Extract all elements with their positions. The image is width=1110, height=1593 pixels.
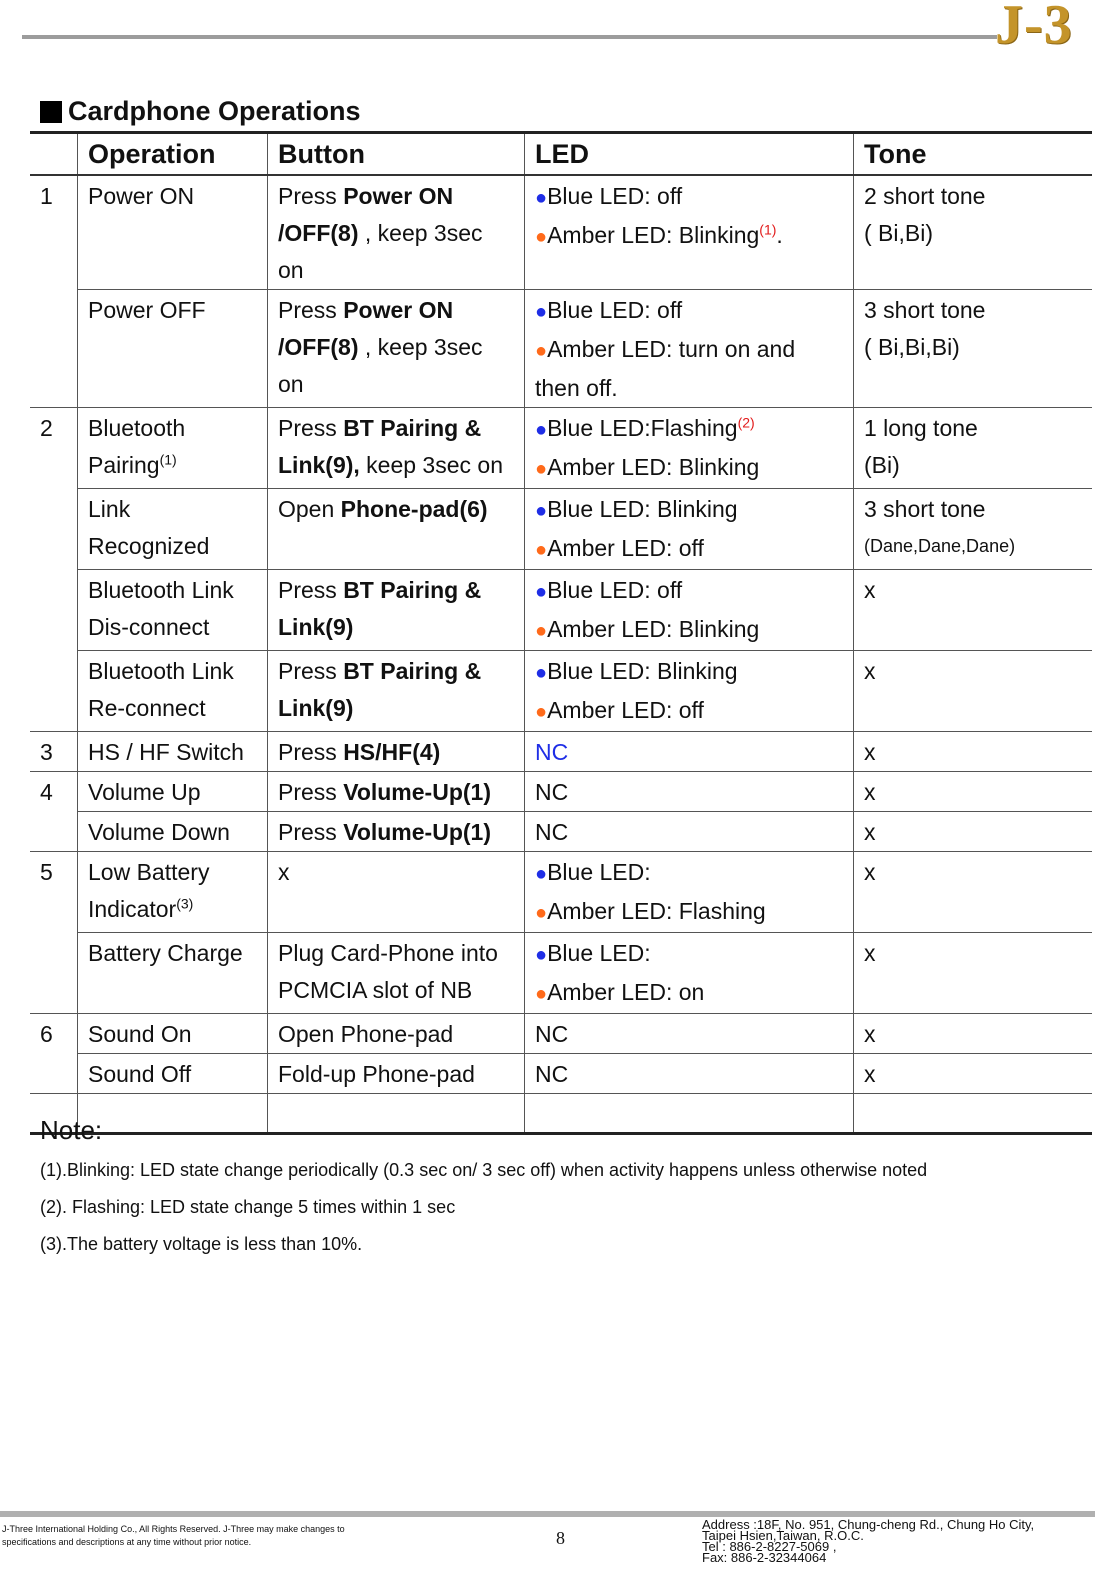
row-number: 1 [30,175,78,408]
led-cell: NC [525,1014,854,1054]
led-cell: ●Blue LED: off ●Amber LED: turn on and then off. [525,290,854,408]
tone-cell: x [854,732,1093,772]
tone-cell: x [854,772,1093,812]
header-num [30,133,78,176]
led-cell: ●Blue LED: ●Amber LED: Flashing [525,852,854,933]
amber-dot-icon: ● [535,226,548,248]
row-number: 4 [30,772,78,852]
button-cell: Fold-up Phone-pad [268,1054,525,1094]
button-cell: Press Volume-Up(1) [268,812,525,852]
operation-cell: Bluetooth Pairing$^{(1)}$ [78,408,268,489]
operation-cell: Sound Off [78,1054,268,1094]
table-row [30,175,1092,290]
row-number: 6 [30,1014,78,1094]
table-row [30,772,1092,812]
table-row [30,852,1092,933]
tone-cell: x [854,1014,1093,1054]
operation-cell: Low Battery Indicator$^{(3)}$ [78,852,268,933]
header-led: LED [525,133,854,176]
amber-dot-icon: ● [535,458,548,480]
led-cell: ●Blue LED: ●Amber LED: on [525,933,854,1014]
tone-cell: x [854,852,1093,933]
tone-cell: x [854,570,1093,651]
button-cell: Press Power ON /OFF(8) , keep 3sec on [268,175,525,290]
operation-cell: HS / HF Switch [78,732,268,772]
blue-dot-icon: ● [535,500,548,522]
operation-cell: Battery Charge [78,933,268,1014]
note-3: (3).The battery voltage is less than 10%. [40,1234,363,1254]
button-cell: Plug Card-Phone into PCMCIA slot of NB [268,933,525,1014]
row-number: 3 [30,732,78,772]
operation-cell: Bluetooth Link Re-connect [78,651,268,732]
led-cell: NC [525,812,854,852]
table-row [30,489,1092,570]
operation-cell: Bluetooth Link Dis-connect [78,570,268,651]
led-cell: ●Blue LED: off ●Amber LED: Blinking$^{(1)}$. [525,175,854,290]
table-row [30,408,1092,489]
operation-cell: Power OFF [78,290,268,408]
square-bullet-icon [40,101,62,123]
led-cell: ●Blue LED: off ●Amber LED: Blinking [525,570,854,651]
button-cell: Open Phone-pad [268,1014,525,1054]
table-row [30,570,1092,651]
table-row [30,812,1092,852]
button-cell: Open Phone-pad(6) [268,489,525,570]
section-title-text: Cardphone Operations [68,96,361,126]
tone-cell: 3 short tone (Dane,Dane,Dane) [854,489,1093,570]
operation-cell: Power ON [78,175,268,290]
section-title [40,96,361,127]
tone-cell: x [854,1054,1093,1094]
row-number: 2 [30,408,78,732]
table-row [30,1054,1092,1094]
led-cell: ●Blue LED: Blinking ●Amber LED: off [525,651,854,732]
tone-cell: 3 short tone ( Bi,Bi,Bi) [854,290,1093,408]
header-rule [22,35,997,39]
blue-dot-icon: ● [535,187,548,209]
button-cell: Press BT Pairing & Link(9) [268,651,525,732]
amber-dot-icon: ● [535,620,548,642]
button-cell: Press HS/HF(4) [268,732,525,772]
footnote-ref: (1) [759,221,777,238]
blue-dot-icon: ● [535,301,548,323]
operation-cell: Link Recognized [78,489,268,570]
operations-table [30,131,1092,1135]
blue-dot-icon: ● [535,944,548,966]
amber-dot-icon: ● [535,340,548,362]
footnote-ref: (1) [159,451,177,468]
company-logo: J-3 [995,0,1073,56]
page-number: 8 [556,1528,565,1548]
led-cell: ●Blue LED: Blinking ●Amber LED: off [525,489,854,570]
blue-dot-icon: ● [535,581,548,603]
button-cell: Press BT Pairing & Link(9), keep 3sec on [268,408,525,489]
operation-cell: Volume Up [78,772,268,812]
header-tone: Tone [854,133,1093,176]
tone-cell: x [854,651,1093,732]
button-cell: x [268,852,525,933]
footer-copyright: J-Three International Holding Co., All Rights Reserved. J-Three may make changes to specifications and descriptions at any time without prior notice. [2,1524,345,1547]
tone-cell: 1 long tone (Bi) [854,408,1093,489]
operation-cell: Volume Down [78,812,268,852]
led-cell: ●Blue LED:Flashing$^{(2)}$ ●Amber LED: Blinking [525,408,854,489]
amber-dot-icon: ● [535,539,548,561]
table-row [30,933,1092,1014]
notes-title: Note: [40,1115,103,1145]
tone-cell: x [854,812,1093,852]
note-2: (2). Flashing: LED state change 5 times within 1 sec [40,1197,456,1217]
footnote-ref: (3) [176,895,194,912]
table-row [30,290,1092,408]
blue-dot-icon: ● [535,863,548,885]
table-header-row [30,133,1092,176]
led-cell: NC [525,732,854,772]
table-row [30,1014,1092,1054]
footnote-ref: (2) [737,414,755,431]
tone-cell: x [854,933,1093,1014]
table-row [30,651,1092,732]
footer-address: Address :18F, No. 951, Chung-cheng Rd., Chung Ho City, Taipei Hsien,Taiwan, R.O.C. Tel : 886-2-8227-5069 , Fax: 886-2-32344064 [702,1517,1035,1565]
row-number: 5 [30,852,78,1014]
button-cell: Press Power ON /OFF(8) , keep 3sec on [268,290,525,408]
header-button: Button [268,133,525,176]
amber-dot-icon: ● [535,902,548,924]
note-1: (1).Blinking: LED state change periodically (0.3 sec on/ 3 sec off) when activity happens unless otherwise noted [40,1160,928,1180]
amber-dot-icon: ● [535,701,548,723]
blue-dot-icon: ● [535,662,548,684]
amber-dot-icon: ● [535,983,548,1005]
button-cell: Press Volume-Up(1) [268,772,525,812]
notes-section [40,1115,927,1263]
table-row [30,732,1092,772]
header-operation: Operation [78,133,268,176]
tone-cell: 2 short tone ( Bi,Bi) [854,175,1093,290]
led-cell: NC [525,772,854,812]
blue-dot-icon: ● [535,419,548,441]
led-cell: NC [525,1054,854,1094]
button-cell: Press BT Pairing & Link(9) [268,570,525,651]
operation-cell: Sound On [78,1014,268,1054]
